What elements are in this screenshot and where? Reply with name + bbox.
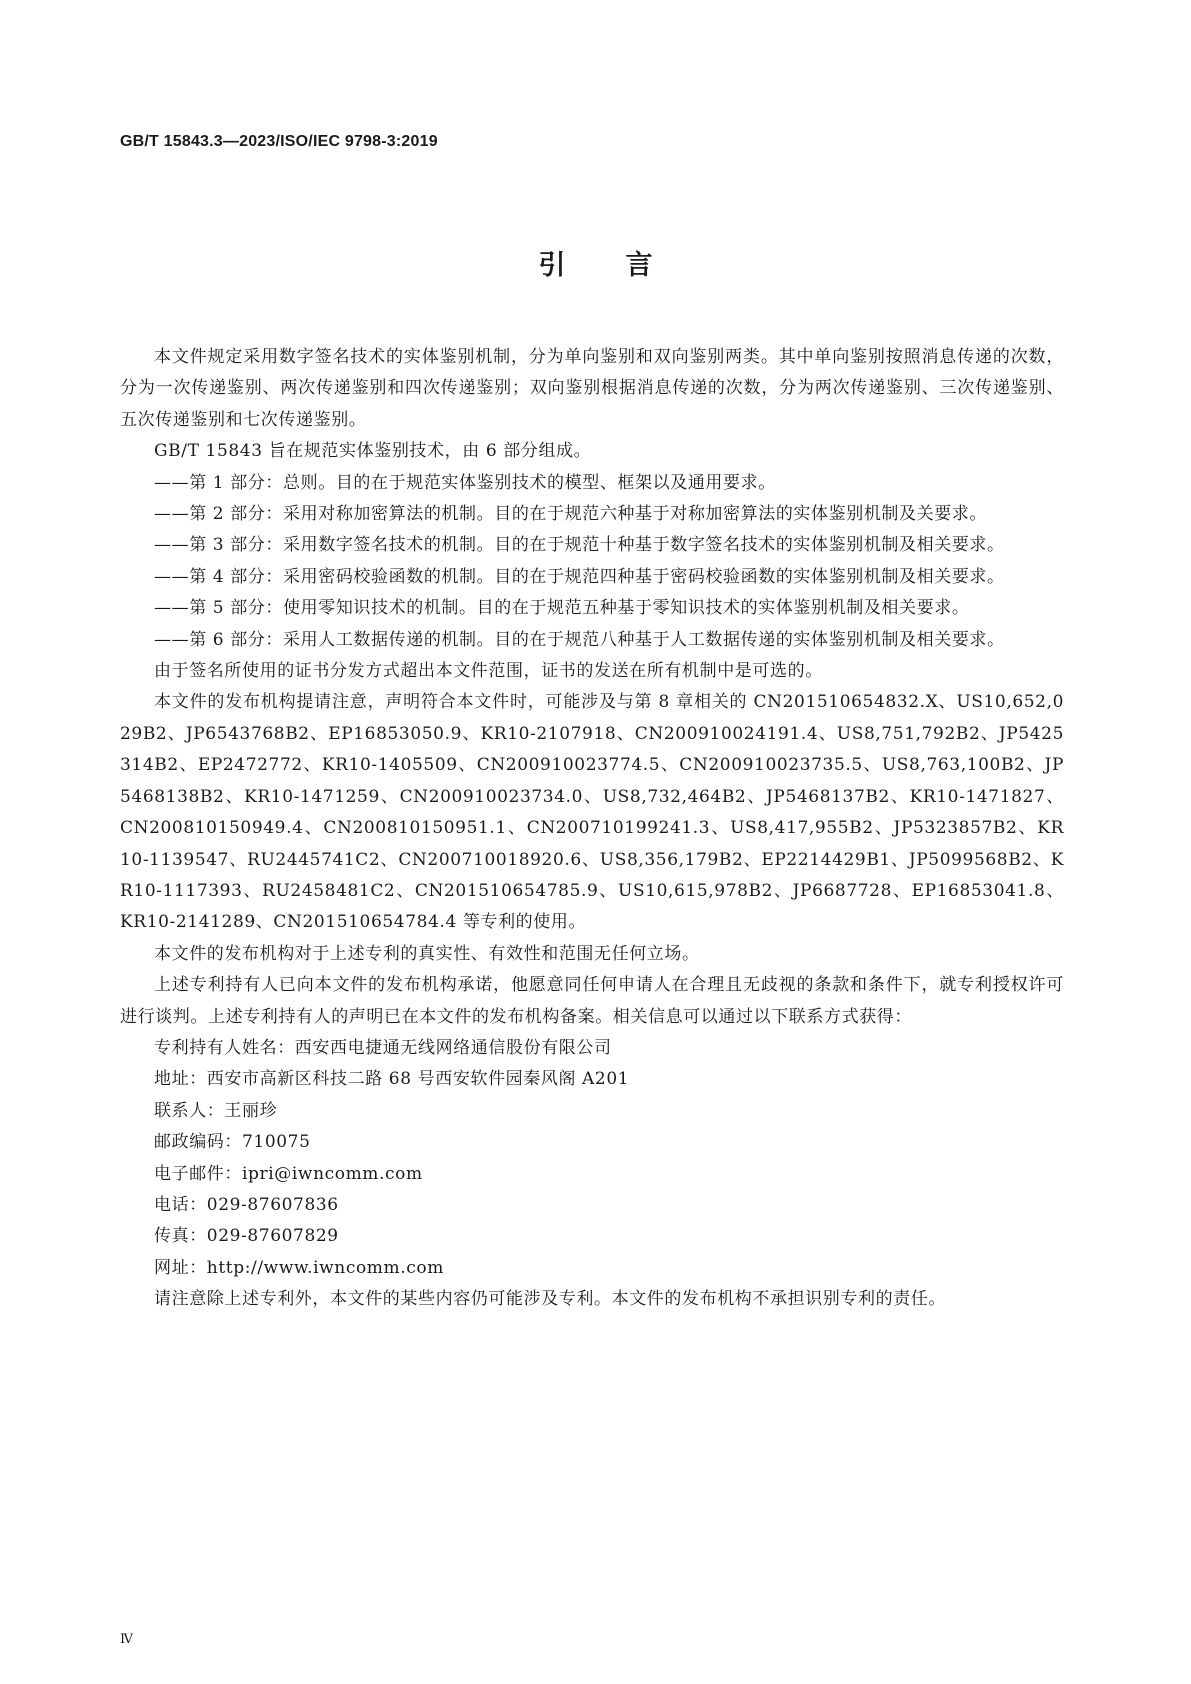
patent-notice: 本文件的发布机构提请注意，声明符合本文件时，可能涉及与第 8 章相关的 CN201510654832.X、US10,652,029B2、JP6543768B2、EP16853050.9、KR10-2107918、CN200910024191.4、US8,751,792B2、JP5425314B2、EP2472772、KR10-1405509、CN200910023774.5、CN200910023735.5、US8,763,100B2、JP5468138B2、KR10-1471259、CN200910023734.0、US8,732,464B2、JP5468137B2、KR10-1471827、CN200810150949.4、CN200810150951.1、CN200710199241.3、US8,417,955B2、JP5323857B2、KR10-1139547、RU2445741C2、CN200710018920.6、US8,356,179B2、EP2214429B1、JP5099568B2、KR10-1117393、RU2458481C2、CN201510654785.9、US10,615,978B2、JP6687728、EP16853041.8、KR10-2141289、CN201510654784.4 等专利的使用。 <box>120 692 1064 933</box>
part-list-item: ——第 5 部分：使用零知识技术的机制。目的在于规范五种基于零知识技术的实体鉴别机制及相关要求。 <box>154 598 970 619</box>
intro-paragraph: 本文件规定采用数字签名技术的实体鉴别机制，分为单向鉴别和双向鉴别两类。其中单向鉴别按照消息传递的次数，分为一次传递鉴别、两次传递鉴别和四次传递鉴别；双向鉴别根据消息传递的次数，分为两次传递鉴别、三次传递鉴别、五次传递鉴别和七次传递鉴别。 <box>120 347 1064 430</box>
contact-website: 网址：http://www.iwncomm.com <box>154 1257 444 1278</box>
contact-holder: 专利持有人姓名：西安西电捷通无线网络通信股份有限公司 <box>154 1037 612 1058</box>
contact-address: 地址：西安市高新区科技二路 68 号西安软件园秦风阁 A201 <box>154 1069 630 1090</box>
standard-number: GB/T 15843.3—2023/ISO/IEC 9798-3:2019 <box>120 133 438 150</box>
contact-email: 电子邮件：ipri@iwncomm.com <box>154 1163 423 1184</box>
contact-person: 联系人：王丽珍 <box>154 1100 278 1121</box>
part-list-item: ——第 4 部分：采用密码校验函数的机制。目的在于规范四种基于密码校验函数的实体鉴别机制及相关要求。 <box>154 566 1005 587</box>
part-list-item: ——第 2 部分：采用对称加密算法的机制。目的在于规范六种基于对称加密算法的实体鉴别机制及关要求。 <box>154 504 988 525</box>
part-list-item: ——第 3 部分：采用数字签名技术的机制。目的在于规范十种基于数字签名技术的实体鉴别机制及相关要求。 <box>154 535 1005 556</box>
document-body <box>120 342 1064 1316</box>
series-paragraph: GB/T 15843 旨在规范实体鉴别技术，由 6 部分组成。 <box>154 441 592 462</box>
no-position-statement: 本文件的发布机构对于上述专利的真实性、有效性和范围无任何立场。 <box>154 943 700 964</box>
contact-fax: 传真：029-87607829 <box>154 1226 339 1247</box>
part-list-item: ——第 6 部分：采用人工数据传递的机制。目的在于规范八种基于人工数据传递的实体鉴别机制及相关要求。 <box>154 629 1005 650</box>
page-number: Ⅳ <box>120 1632 133 1647</box>
page-title: 引言 <box>538 250 713 281</box>
contact-postcode: 邮政编码：710075 <box>154 1132 311 1153</box>
holder-statement: 上述专利持有人已向本文件的发布机构承诺，他愿意同任何申请人在合理且无歧视的条款和条件下，就专利授权许可进行谈判。上述专利持有人的声明已在本文件的发布机构备案。相关信息可以通过以下联系方式获得： <box>120 975 1064 1027</box>
closing-note: 请注意除上述专利外，本文件的某些内容仍可能涉及专利。本文件的发布机构不承担识别专利的责任。 <box>154 1289 946 1310</box>
contact-phone: 电话：029-87607836 <box>154 1194 339 1215</box>
certificate-note: 由于签名所使用的证书分发方式超出本文件范围，证书的发送在所有机制中是可选的。 <box>154 661 823 682</box>
part-list-item: ——第 1 部分：总则。目的在于规范实体鉴别技术的模型、框架以及通用要求。 <box>154 472 776 493</box>
